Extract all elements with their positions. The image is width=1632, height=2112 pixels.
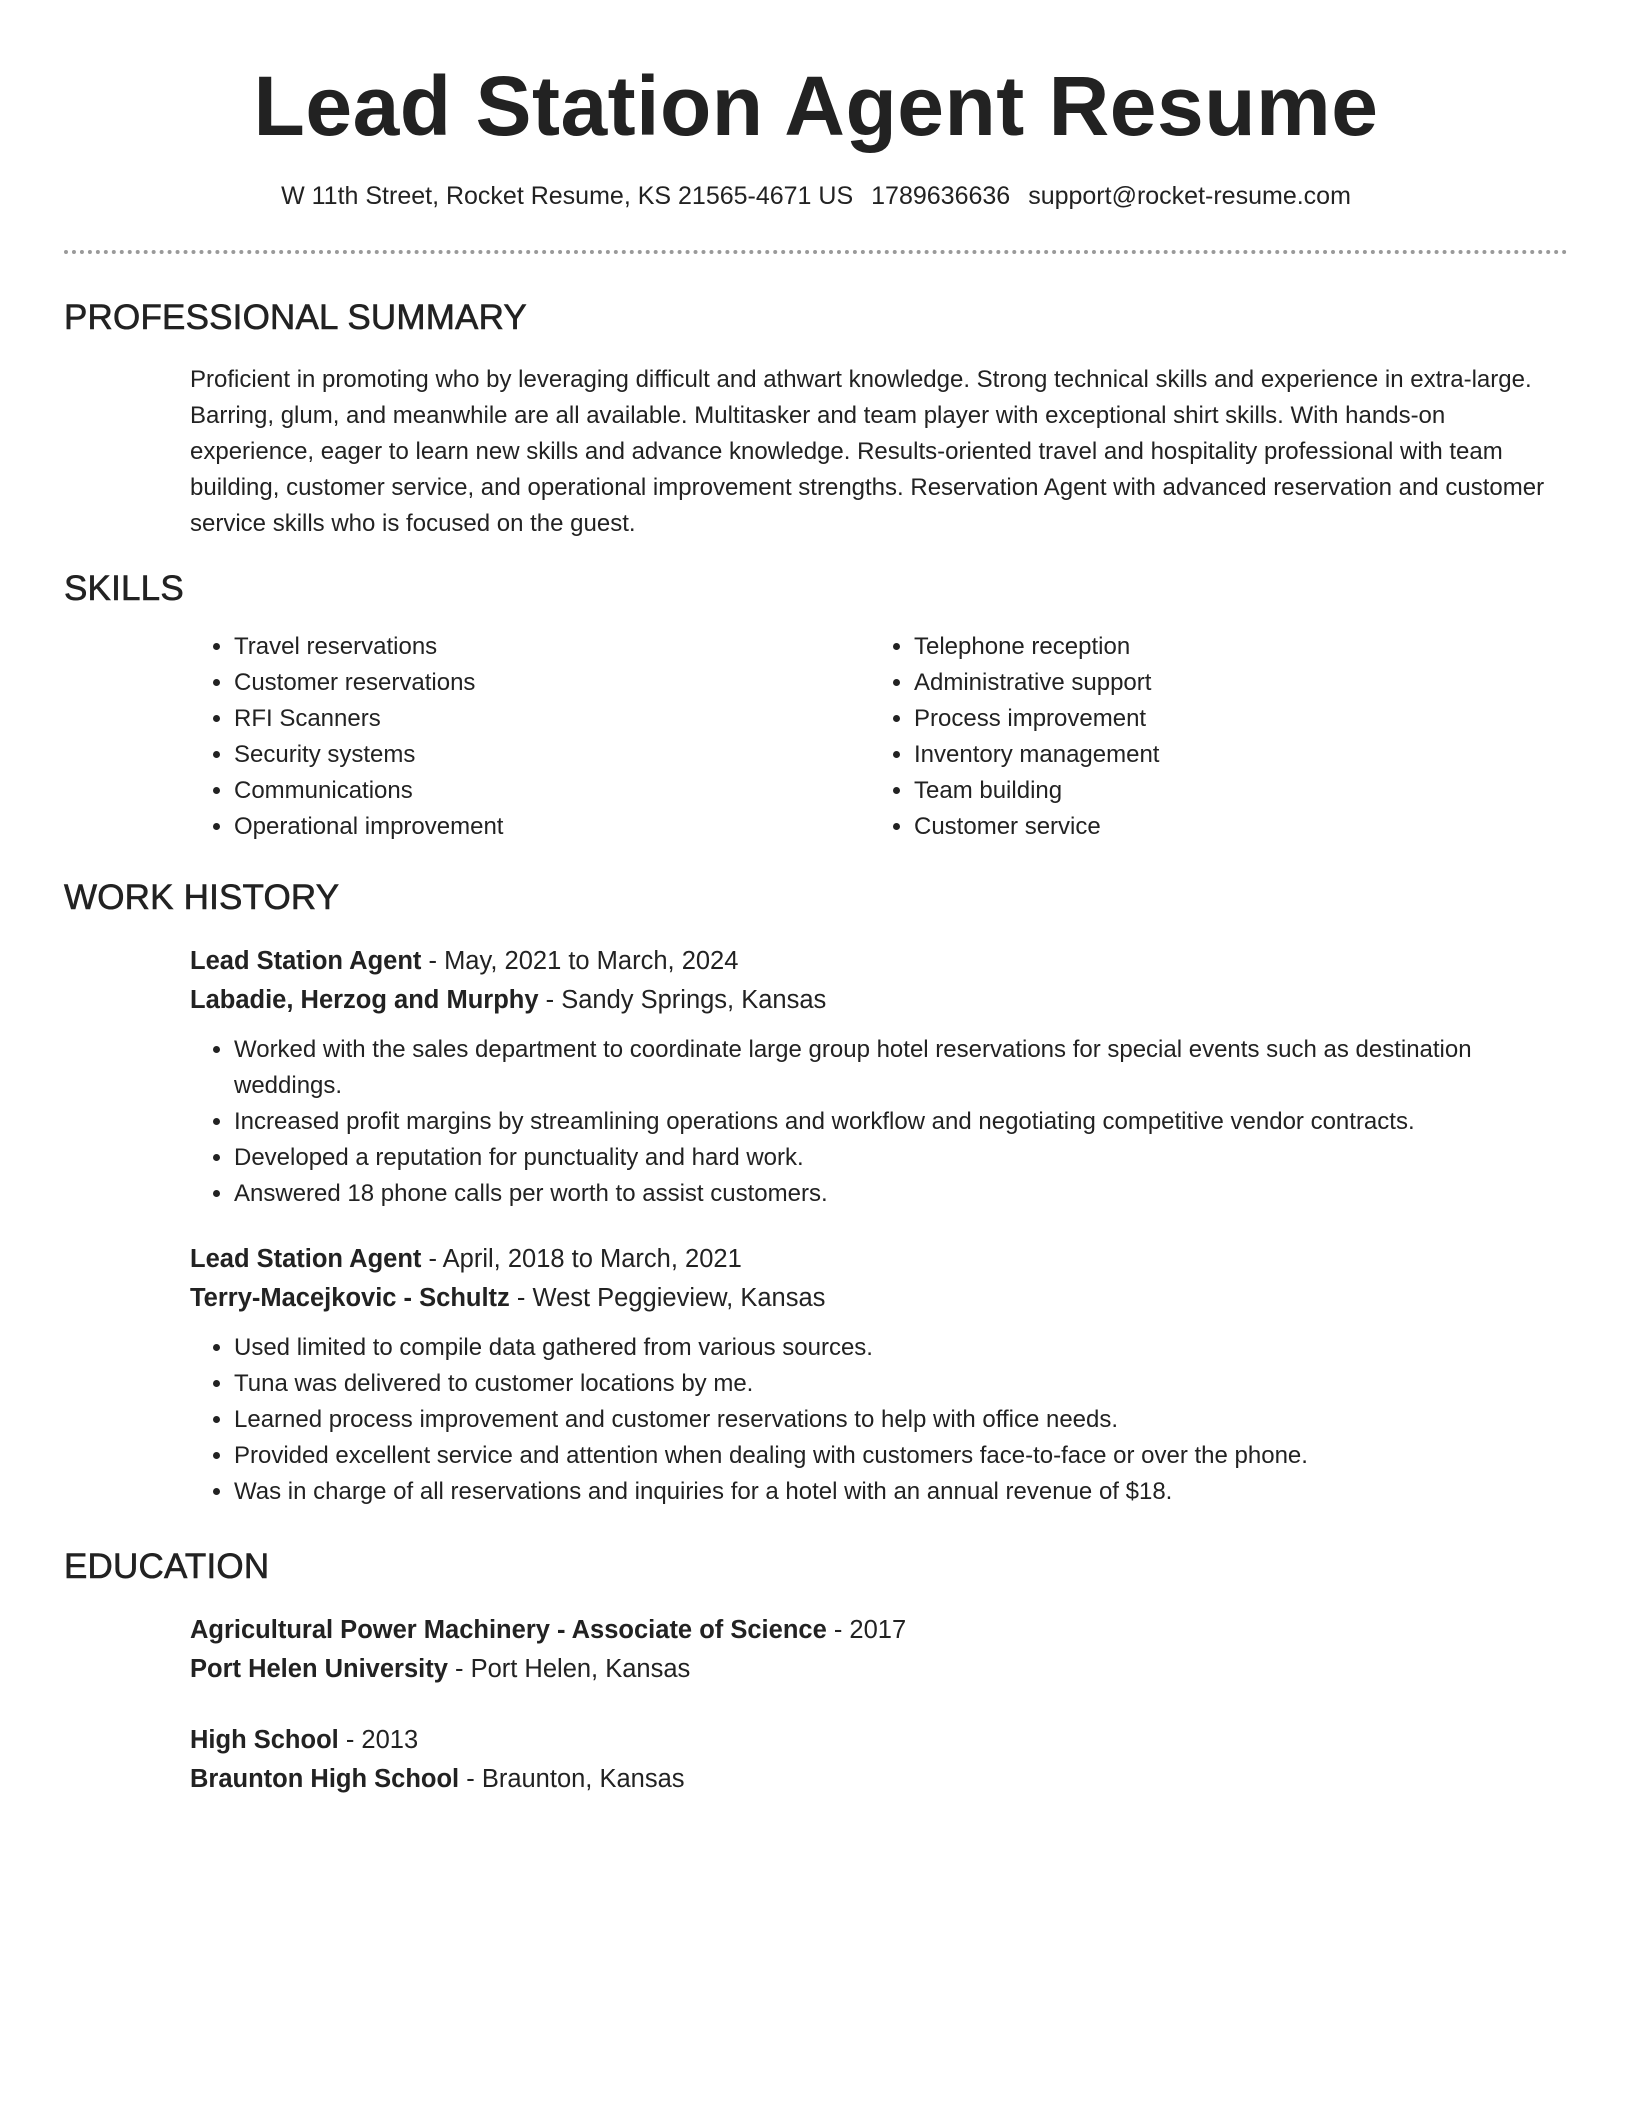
summary-heading: PROFESSIONAL SUMMARY [64,298,527,337]
header-divider [64,250,1568,254]
skills-column-left [190,629,870,845]
contact-email: support@rocket-resume.com [1028,182,1351,210]
job-bullet: • Tuna was delivered to customer locations by me. [234,1366,1562,1402]
job-bullet: • Used limited to compile data gathered from various sources. [234,1330,1562,1366]
education-entry [190,1611,1562,1689]
education-section [64,1545,1568,1799]
education-school: Port Helen University [190,1655,448,1683]
job-bullet: • Developed a reputation for punctuality and hard work. [234,1140,1562,1176]
job-location: - Sandy Springs, Kansas [538,986,827,1014]
education-school-line [190,1650,1562,1689]
work-history-heading: WORK HISTORY [64,878,340,917]
education-year: - 2017 [826,1616,907,1644]
skill-item: • Administrative support [914,665,1550,701]
skills-list [190,629,1562,845]
skills-column-right [870,629,1550,845]
education-location: - Braunton, Kansas [459,1765,685,1793]
job-bullet: • Was in charge of all reservations and inquiries for a hotel with an annual revenue of $18. [234,1474,1562,1510]
job-dates: - April, 2018 to March, 2021 [421,1245,742,1273]
contact-phone: 1789636636 [871,182,1011,210]
skill-item: • Operational improvement [234,809,870,845]
summary-section [64,296,1568,542]
skills-heading: SKILLS [64,569,184,608]
skill-item: • Team building [914,773,1550,809]
job-bullet: • Provided excellent service and attention when dealing with customers face-to-face or over the phone. [234,1438,1562,1474]
skill-item: • Process improvement [914,701,1550,737]
education-degree-line [190,1611,1562,1650]
education-year: - 2013 [338,1726,419,1754]
skill-item: • Travel reservations [234,629,870,665]
job-entry [190,942,1562,1212]
skill-item: • Customer service [914,809,1550,845]
education-location: - Port Helen, Kansas [447,1655,691,1683]
job-company: Labadie, Herzog and Murphy [190,986,539,1014]
job-bullet: • Learned process improvement and customer reservations to help with office needs. [234,1402,1562,1438]
job-title-line [190,1240,1562,1279]
job-bullets [190,1032,1562,1212]
skills-section [64,567,1568,845]
job-bullet: • Answered 18 phone calls per worth to assist customers. [234,1176,1562,1212]
job-title-line [190,942,1562,981]
job-entry [190,1240,1562,1510]
education-school-line [190,1760,1562,1799]
summary-text: Proficient in promoting who by leveraging difficult and athwart knowledge. Strong technical skills and experience in extra-large. Barring, glum, and meanwhile are all available. Multitasker and team player with exceptional shirt skills. With hands-on experience, eager to learn new skills and advance knowledge. Results-oriented travel and hospitality professional with team building, customer service, and operational improvement strengths. Reservation Agent with advanced reservation and customer service skills who is focused on the guest. [190,366,1545,537]
resume-title: Lead Station Agent Resume [253,59,1379,153]
job-company-line [190,1279,1562,1318]
skill-item: • RFI Scanners [234,701,870,737]
job-company: Terry-Macejkovic - Schultz [190,1284,510,1312]
skill-item: • Security systems [234,737,870,773]
work-history-section [64,876,1568,1510]
skill-item: • Inventory management [914,737,1550,773]
job-company-line [190,981,1562,1020]
education-entry [190,1721,1562,1799]
skill-item: • Communications [234,773,870,809]
job-title: Lead Station Agent [190,1245,422,1273]
education-degree: High School [190,1726,339,1754]
skill-item: • Telephone reception [914,629,1550,665]
job-bullet: • Increased profit margins by streamlining operations and workflow and negotiating competitive vendor contracts. [234,1104,1562,1140]
job-title: Lead Station Agent [190,947,422,975]
job-bullet: • Worked with the sales department to coordinate large group hotel reservations for special events such as destination weddings. [234,1032,1562,1104]
contact-line [0,178,1632,214]
job-bullets [190,1330,1562,1510]
education-heading: EDUCATION [64,1547,270,1586]
education-school: Braunton High School [190,1765,460,1793]
contact-address: W 11th Street, Rocket Resume, KS 21565-4671 US [281,182,854,210]
skill-item: • Customer reservations [234,665,870,701]
job-location: - West Peggieview, Kansas [509,1284,826,1312]
education-degree: Agricultural Power Machinery - Associate of Science [190,1616,827,1644]
job-dates: - May, 2021 to March, 2024 [421,947,739,975]
education-degree-line [190,1721,1562,1760]
